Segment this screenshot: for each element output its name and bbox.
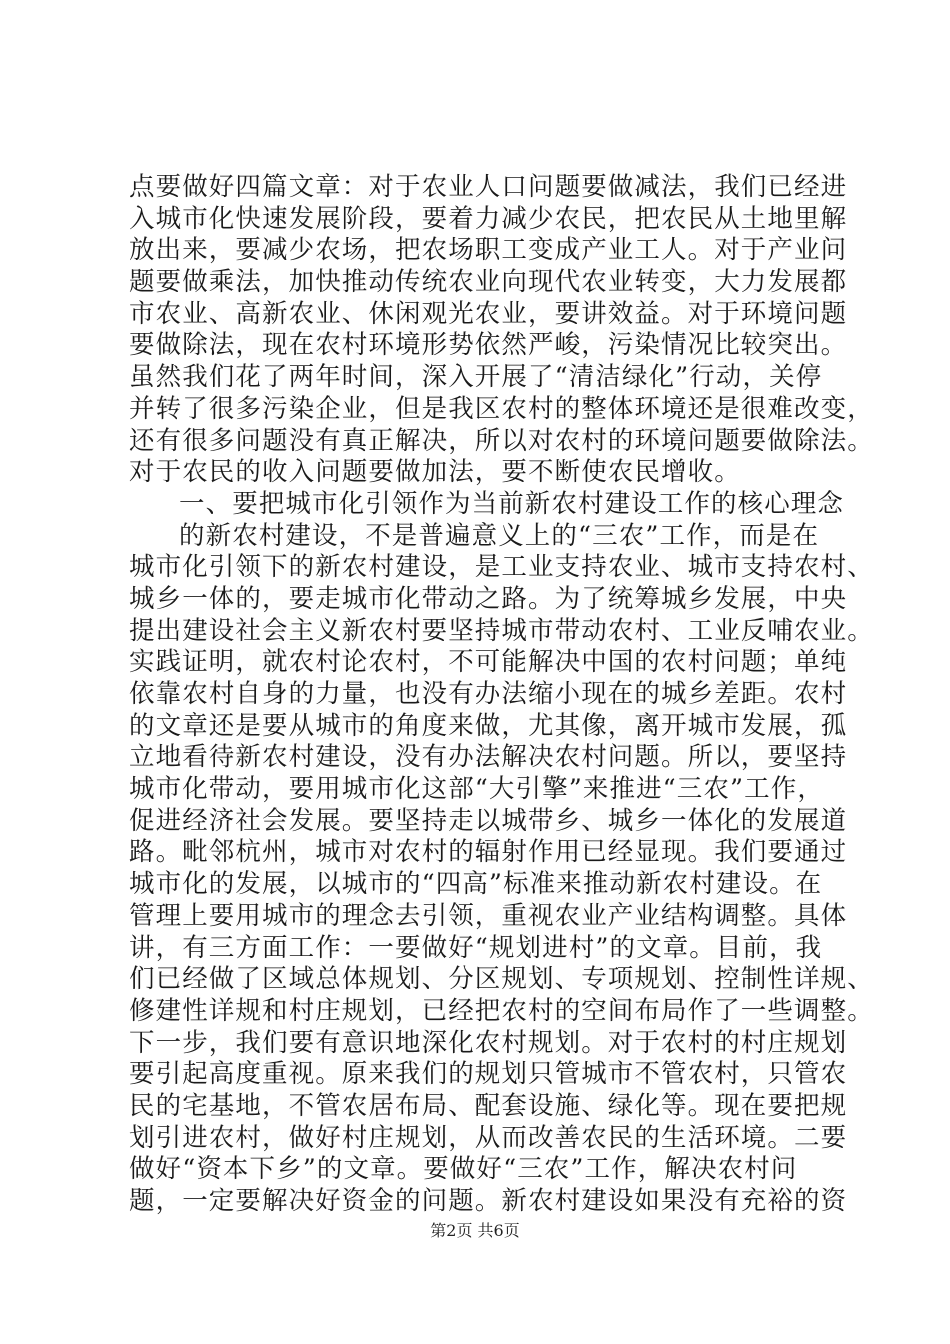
- text-line: 城市化的发展，以城市的“四高”标准来推动新农村建设。在: [129, 869, 823, 900]
- text-line: 做好“资本下乡”的文章。要做好“三农”工作，解决农村问: [129, 1154, 798, 1185]
- text-line: 要做除法，现在农村环境形势依然严峻，污染情况比较突出。: [129, 330, 848, 361]
- text-line: 的文章还是要从城市的角度来做，尤其像，离开城市发展，孤: [129, 710, 848, 741]
- text-line: 题要做乘法，加快推动传统农业向现代农业转变，大力发展都: [129, 267, 848, 298]
- text-line: 民的宅基地，不管农居布局、配套设施、绿化等。现在要把规: [129, 1090, 848, 1121]
- paragraph-first-line: 的新农村建设，不是普遍意义上的“三农”工作，而是在: [179, 520, 820, 551]
- text-line: 们已经做了区域总体规划、分区规划、专项规划、控制性详规、: [129, 964, 874, 995]
- text-line: 放出来，要减少农场，把农场职工变成产业工人。对于产业问: [129, 235, 848, 266]
- page-number-footer: 第2页 共6页: [430, 1221, 520, 1240]
- text-line: 入城市化快速发展阶段，要着力减少农民，把农民从土地里解: [129, 203, 848, 234]
- text-line: 题，一定要解决好资金的问题。新农村建设如果没有充裕的资: [129, 1186, 848, 1216]
- text-line: 虽然我们花了两年时间，深入开展了“清洁绿化”行动，关停: [129, 362, 823, 393]
- text-line: 下一步，我们要有意识地深化农村规划。对于农村的村庄规划: [129, 1027, 848, 1058]
- text-line: 讲，有三方面工作：一要做好“规划进村”的文章。目前，我: [129, 932, 823, 963]
- text-line: 城市化引领下的新农村建设，是工业支持农业、城市支持农村、: [129, 552, 874, 583]
- document-body: [129, 172, 874, 1218]
- text-line: 对于农民的收入问题要做加法，要不断使农民增收。: [129, 457, 741, 488]
- text-line: 立地看待新农村建设，没有办法解决农村问题。所以，要坚持: [129, 742, 848, 773]
- text-line: 修建性详规和村庄规划，已经把农村的空间布局作了一些调整。: [129, 995, 874, 1026]
- section-heading: 一、要把城市化引领作为当前新农村建设工作的核心理念: [179, 488, 845, 519]
- text-line: 实践证明，就农村论农村，不可能解决中国的农村问题；单纯: [129, 647, 848, 678]
- text-line: 城乡一体的，要走城市化带动之路。为了统筹城乡发展，中央: [129, 583, 848, 614]
- text-line: 促进经济社会发展。要坚持走以城带乡、城乡一体化的发展道: [129, 805, 848, 836]
- text-line: 管理上要用城市的理念去引领，重视农业产业结构调整。具体: [129, 900, 848, 931]
- text-line: 划引进农村，做好村庄规划，从而改善农民的生活环境。二要: [129, 1122, 848, 1153]
- text-line: 市农业、高新农业、休闲观光农业，要讲效益。对于环境问题: [129, 298, 848, 329]
- text-line: 提出建设社会主义新农村要坚持城市带动农村、工业反哺农业。: [129, 615, 874, 646]
- text-line: 点要做好四篇文章：对于农业人口问题要做减法，我们已经进: [129, 172, 848, 202]
- text-line: 还有很多问题没有真正解决，所以对农村的环境问题要做除法。: [129, 425, 874, 456]
- text-line: 要引起高度重视。原来我们的规划只管城市不管农村，只管农: [129, 1059, 848, 1090]
- text-line: 依靠农村自身的力量，也没有办法缩小现在的城乡差距。农村: [129, 679, 848, 709]
- text-line: 城市化带动，要用城市化这部“大引擎”来推进“三农”工作，: [129, 774, 824, 805]
- text-line: 并转了很多污染企业，但是我区农村的整体环境还是很难改变，: [129, 393, 874, 424]
- text-line: 路。毗邻杭州，城市对农村的辐射作用已经显现。我们要通过: [129, 837, 848, 868]
